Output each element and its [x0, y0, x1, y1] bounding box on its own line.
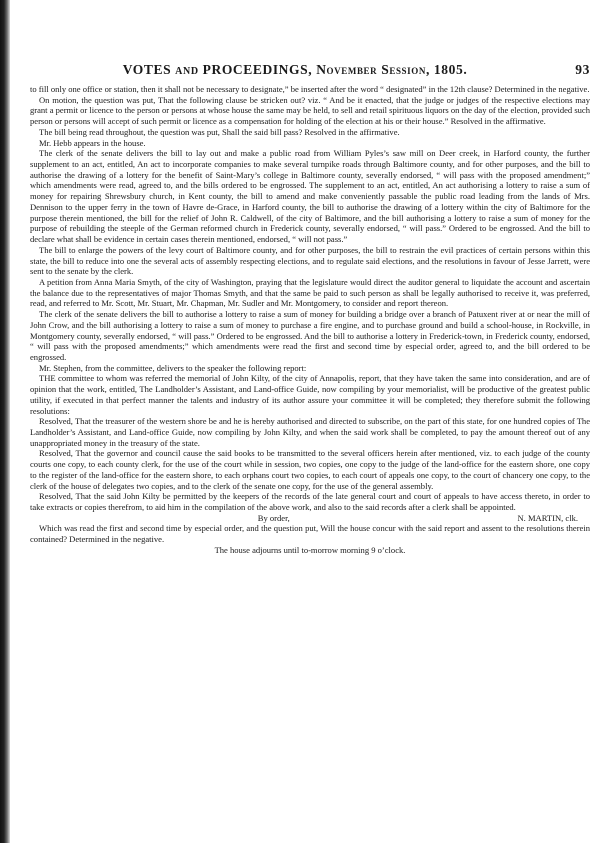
- document-body: [30, 84, 590, 556]
- header-title-proceedings: PROCEEDINGS,: [202, 62, 313, 77]
- signature-line: [30, 513, 578, 524]
- paragraph: The bill to enlarge the powers of the levy court of Baltimore county, and for other purposes, the bill to restrain the evil practices of certain persons within this state, the bill to reduce into one the several acts of assembly respecting elections, and to regulate said elections, and the resolutions in favour of Jesse Jarrett, were sent to the senate by the clerk.: [30, 244, 590, 277]
- signature-name: N. MARTIN, clk.: [517, 512, 578, 523]
- header-year: 1805.: [433, 62, 468, 77]
- header-title: [30, 62, 560, 78]
- signature-by-order: By order,: [257, 512, 290, 523]
- paragraph: Resolved, That the said John Kilty be permitted by the keepers of the records of the late general court and court of appeals to have access thereto, in order to take extracts or copies therefrom, to aid him in the compilation of the above work, and also to the said records after a clerk shall be appointed.: [30, 491, 590, 513]
- paragraph: Mr. Hebb appears in the house.: [39, 137, 146, 148]
- document-page: [30, 62, 590, 837]
- paragraph: The clerk of the senate delivers the bill to lay out and make a public road from William Pyles’s saw mill on Deer creek, in Harford county, the further supplement to an act, entitled, An act to incorporate companies to make several turnpike roads through Baltimore county, and for other purposes, and the bill to authorise the drawing of a lottery for the benefit of Saint-Mary’s college in Baltimore county, severally endorsed, “ will pass with the proposed amendment;” which amendments were read, agreed to, and the bills ordered to be engrossed. The supplement to an act, entitled, An act authorising a lottery to raise a sum of money for repairing Shrewsbury church, in Kent county, the bill to amend and make conveniently passable the public road leading from the lands of Mrs. Dennison to the upper ferry in the town of Havre de-Grace, in Harford county, the bill to authorise the drawing of a lottery within the city of Baltimore for the purpose therein mentioned, the bill for the relief of John R. Caldwell, of the city of Baltimore, and the bill authorising a lottery to raise a sum of money for the purpose of rebuilding the steeple of the German reformed church in Frederick county, severally endorsed, “ will pass.” Ordered to be engrossed. And the bill to declare what shall be evidence in certain cases therein mentioned, endorsed, “ will not pass.”: [30, 148, 590, 245]
- paragraph: to fill only one office or station, then it shall not be necessary to designate,” be inserted after the word “ designated” in the 12th clause? Determined in the negative.: [30, 84, 590, 94]
- paragraph: Which was read the first and second time by especial order, and the question put, Will the house concur with the said report and assent to the resolutions therein contained? Determined in the negative.: [30, 523, 590, 545]
- paragraph: THE committee to whom was referred the memorial of John Kilty, of the city of Annapolis, report, that they have taken the same into consideration, and are of opinion that the work, entitled, The Landholder’s Assistant, and Land-office Guide, now compiling by your memorialist, will be productive of the greatest public utility, if executed in that perfect manner the talents and industry of its author assure your committee it will be completed; they therefore submit the following resolutions:: [30, 373, 590, 416]
- paragraph: Resolved, That the treasurer of the western shore be and he is hereby authorised and directed to subscribe, on the part of this state, for one hundred copies of The Landholder’s Assistant, and Land-office Guide, now compiling by John Kilty, and when the said work shall be completed, to pay the amount thereof out of any unappropriated money in the treasury of the state.: [30, 416, 590, 448]
- page-binding-edge: [0, 0, 10, 843]
- page-number: 93: [575, 62, 590, 77]
- adjournment-line: The house adjourns until to-morrow morning 9 o’clock.: [214, 544, 406, 555]
- paragraph: A petition from Anna Maria Smyth, of the city of Washington, praying that the legislature would direct the auditor general to liquidate the account and ascertain the balance due to the representatives of major Thomas Smyth, and that the same be paid to such person as shall be legally authorised to receive it, was preferred, read, and referred to Mr. Scott, Mr. Stuart, Mr. Chapman, Mr. Sudler and Mr. Montgomery, to consider and report thereon.: [30, 276, 590, 309]
- paragraph: Mr. Stephen, from the committee, delivers to the speaker the following report:: [39, 362, 307, 373]
- paragraph: The clerk of the senate delivers the bill to authorise a lottery to raise a sum of money for building a bridge over a branch of Patuxent river at or near the mill of John Crow, and the bill authorising a lottery to raise a sum of money to purchase a fire engine, and to purchase ground and build a school-house, in Rockville, in Montgomery county, severally endorsed, “ will pass.” Ordered to be engrossed. And the bill to authorise a lottery in Frederick-town, in Frederick county, endorsed, “ will pass with the proposed amendments;” which amendments were read the first and second time by especial order, agreed to, and the bill ordered to be engrossed.: [30, 309, 590, 362]
- header-session: November Session,: [316, 62, 430, 77]
- paragraph: On motion, the question was put, That the following clause be stricken out? viz. “ And be it enacted, that the judge or judges of the respective elections may grant a permit or licence to the person or persons at whose house the same may be held, to sell and retail spirituous liquors on the day of the election, provided such person or persons will accept of such permit or licence as a compensation for holding of the election at his or their house.” Resolved in the affirmative.: [30, 94, 590, 127]
- running-header: [30, 62, 590, 84]
- paragraph: The bill being read throughout, the question was put, Shall the said bill pass? Resolved in the affirmative.: [39, 126, 400, 137]
- paragraph: Resolved, That the governor and council cause the said books to be transmitted to the several officers herein after mentioned, viz. to each judge of the county courts one copy, to each county clerk, for the use of the court while in session, two copies, one copy to the judge of the land-office for the eastern shore, one copy to the register of the land-office for the eastern shore, to each orphans court two copies, to each court of appeals one copy, to the court of chancery one copy, to the clerk of the house of delegates two copies, and to the clerk of the senate one copy, for the use of the general assembly.: [30, 448, 590, 491]
- header-title-votes: VOTES: [122, 62, 172, 77]
- header-title-and: AND: [175, 66, 199, 77]
